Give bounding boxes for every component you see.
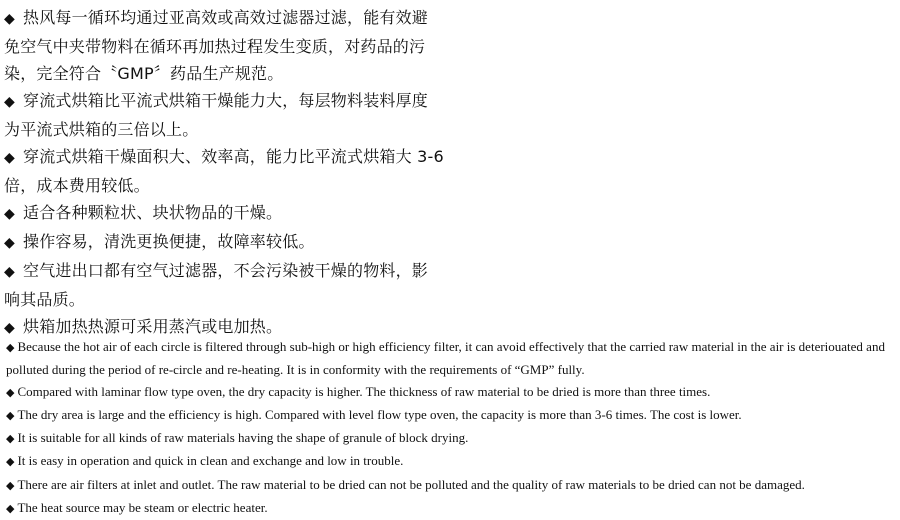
chinese-feature-text: 穿流式烘箱比平流式烘箱干燥能力大，每层物料装料厚度为平流式烘箱的三倍以上。 (4, 91, 429, 139)
diamond-bullet-icon: ◆ (6, 503, 15, 516)
chinese-feature-text: 操作容易，清洗更换便捷，故障率较低。 (23, 232, 315, 251)
chinese-feature-item (4, 4, 444, 87)
diamond-bullet-icon: ◆ (6, 433, 15, 446)
chinese-feature-text: 热风每一循环均通过亚高效或高效过滤器过滤，能有效避免空气中夹带物料在循环再加热过程发生变质，对药品的污染，完全符合〝GMP〞药品生产规范。 (4, 8, 429, 83)
chinese-feature-item (4, 143, 444, 199)
chinese-feature-item (4, 257, 444, 313)
diamond-bullet-icon: ◆ (4, 264, 15, 280)
english-feature-text: It is easy in operation and quick in clean and exchange and low in trouble. (17, 453, 404, 469)
diamond-bullet-icon: ◆ (4, 206, 15, 222)
english-feature-text: The dry area is large and the efficiency is high. Compared with level flow type oven, the capacity is more than 3-6 times. The cost is lower. (17, 406, 742, 422)
diamond-bullet-icon: ◆ (4, 320, 15, 336)
english-feature-list (6, 336, 898, 520)
chinese-feature-list (4, 4, 444, 342)
english-feature-item (6, 450, 898, 473)
english-feature-item (6, 336, 898, 381)
english-feature-item (6, 381, 898, 404)
chinese-feature-text: 烘箱加热热源可采用蒸汽或电加热。 (23, 317, 283, 336)
diamond-bullet-icon: ◆ (6, 456, 15, 469)
diamond-bullet-icon: ◆ (6, 342, 15, 354)
english-feature-text: It is suitable for all kinds of raw materials having the shape of granule of block drying. (17, 430, 469, 446)
english-feature-item (6, 474, 898, 497)
english-feature-text: There are air filters at inlet and outlet. The raw material to be dried can not be polluted and the quality of raw materials to be dried can not be damaged. (17, 476, 805, 492)
diamond-bullet-icon: ◆ (4, 11, 15, 27)
chinese-feature-text: 空气进出口都有空气过滤器，不会污染被干燥的物料，影响其品质。 (4, 261, 429, 309)
chinese-feature-text: 适合各种颗粒状、块状物品的干燥。 (23, 203, 283, 222)
diamond-bullet-icon: ◆ (4, 150, 15, 166)
english-feature-item (6, 427, 898, 450)
chinese-feature-item (4, 228, 444, 257)
diamond-bullet-icon: ◆ (6, 479, 15, 492)
diamond-bullet-icon: ◆ (6, 386, 15, 399)
diamond-bullet-icon: ◆ (4, 235, 15, 251)
english-feature-text: Because the hot air of each circle is filtered through sub-high or high efficiency filter, it can avoid effectively that the carried raw material in the air is deteriouated and polluted during the period of re-circle and re-heating. It is in conformity with the requirements of “GMP” fully. (6, 339, 885, 378)
english-feature-item (6, 497, 898, 520)
english-feature-text: The heat source may be steam or electric heater. (17, 500, 268, 516)
english-feature-text: Compared with laminar flow type oven, the dry capacity is higher. The thickness of raw material to be dried is more than three times. (17, 383, 711, 399)
diamond-bullet-icon: ◆ (6, 409, 15, 422)
diamond-bullet-icon: ◆ (4, 94, 15, 110)
chinese-feature-item (4, 87, 444, 143)
english-feature-item (6, 404, 898, 427)
chinese-feature-text: 穿流式烘箱干燥面积大、效率高，能力比平流式烘箱大 3-6 倍，成本费用较低。 (4, 147, 444, 195)
chinese-feature-item (4, 199, 444, 228)
